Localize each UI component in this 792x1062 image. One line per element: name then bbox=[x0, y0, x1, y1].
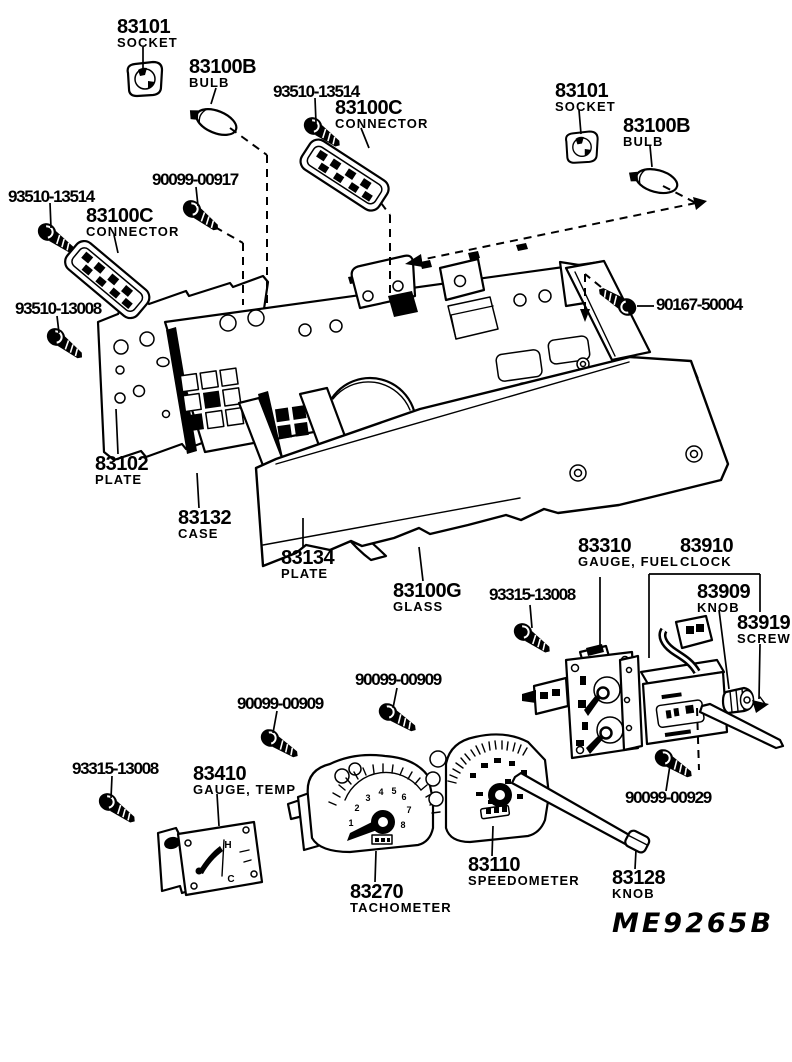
part-label-83101-top bbox=[117, 16, 178, 50]
part-number: 83100B bbox=[189, 56, 257, 78]
tachometer-83270-drawing bbox=[288, 755, 440, 852]
part-number: 93510-13514 bbox=[8, 187, 94, 206]
part-label-90099-00909-a bbox=[355, 672, 441, 688]
bulb-83100b-right-drawing bbox=[626, 163, 680, 197]
part-number: 90099-00917 bbox=[152, 170, 238, 189]
part-label-83910 bbox=[680, 535, 734, 569]
part-name: BULB bbox=[623, 134, 664, 149]
part-number: 83270 bbox=[350, 881, 404, 903]
part-number: 83100C bbox=[86, 205, 154, 227]
part-name: CONNECTOR bbox=[86, 224, 180, 239]
screw-90099-00909-a-drawing bbox=[375, 700, 420, 737]
socket-83101-right-drawing bbox=[566, 132, 598, 163]
connector-83100c-top-drawing bbox=[297, 136, 393, 215]
part-name: BULB bbox=[189, 75, 230, 90]
part-label-93315-13008-upper bbox=[489, 587, 575, 603]
tach-scale-8: 8 bbox=[400, 820, 406, 830]
part-label-93510-13008 bbox=[15, 301, 101, 317]
bulb-83100b-top-drawing bbox=[185, 101, 240, 140]
part-number: 93510-13008 bbox=[15, 299, 101, 318]
screw-83919-drawing bbox=[752, 697, 769, 713]
part-number: 83128 bbox=[612, 867, 666, 889]
screw-90099-00909-b-drawing bbox=[257, 726, 302, 763]
screw-93315-13008-lower-drawing bbox=[95, 790, 139, 829]
part-number: 83909 bbox=[697, 581, 751, 603]
part-name: CONNECTOR bbox=[335, 116, 429, 131]
part-number: 90167-50004 bbox=[656, 295, 742, 314]
part-number: 83110 bbox=[468, 854, 521, 876]
part-name: KNOB bbox=[612, 886, 655, 901]
part-label-83100g bbox=[393, 580, 462, 614]
part-label-90099-00917 bbox=[152, 172, 238, 188]
screw-90099-00917-drawing bbox=[179, 196, 223, 236]
part-label-83909 bbox=[697, 581, 751, 615]
part-number: 83101 bbox=[117, 16, 171, 38]
part-label-83100b-right bbox=[623, 115, 691, 149]
part-name: SOCKET bbox=[555, 99, 616, 114]
tach-scale-2: 2 bbox=[354, 803, 360, 813]
part-number: 83132 bbox=[178, 507, 232, 529]
screw-93510-13008-drawing bbox=[43, 324, 87, 364]
part-label-90167-50004 bbox=[656, 297, 742, 313]
part-label-90099-00909-b bbox=[237, 696, 323, 712]
temp-cold-mark: C bbox=[227, 874, 235, 885]
tach-scale-3: 3 bbox=[365, 793, 371, 803]
part-label-83102 bbox=[95, 453, 149, 487]
part-name: KNOB bbox=[697, 600, 740, 615]
part-number: 83410 bbox=[193, 763, 247, 785]
part-label-83100c-left bbox=[86, 205, 180, 239]
knob-83909-drawing bbox=[723, 688, 754, 713]
part-name: GAUGE, FUEL bbox=[578, 554, 679, 569]
part-number: 83100G bbox=[393, 580, 462, 602]
part-name: GLASS bbox=[393, 599, 444, 614]
part-label-83310 bbox=[578, 535, 679, 569]
part-label-83100c-top bbox=[335, 97, 429, 131]
part-name: PLATE bbox=[281, 566, 329, 581]
tach-scale-6: 6 bbox=[401, 792, 407, 802]
part-number: 93510-13514 bbox=[273, 82, 359, 101]
socket-83101-top-drawing bbox=[128, 62, 162, 96]
part-label-83134 bbox=[281, 547, 335, 581]
knob-83128-drawing bbox=[624, 829, 651, 854]
part-name: PLATE bbox=[95, 472, 143, 487]
part-label-83100b-top bbox=[189, 56, 257, 90]
temp-hot-mark: H bbox=[224, 840, 232, 851]
tach-scale-7: 7 bbox=[406, 805, 412, 815]
part-number: 83102 bbox=[95, 453, 149, 475]
part-label-83919 bbox=[737, 612, 791, 646]
part-name: CASE bbox=[178, 526, 219, 541]
part-number: 83310 bbox=[578, 535, 632, 557]
part-name: GAUGE, TEMP bbox=[193, 782, 297, 797]
part-number: 83100B bbox=[623, 115, 691, 137]
tach-scale-5: 5 bbox=[391, 786, 397, 796]
part-number: 83100C bbox=[335, 97, 403, 119]
temp-gauge-83410-drawing bbox=[158, 822, 262, 895]
part-number: 83910 bbox=[680, 535, 734, 557]
part-label-83110 bbox=[468, 854, 580, 888]
part-label-93315-13008-lower bbox=[72, 761, 158, 777]
screw-90099-00929-drawing bbox=[651, 746, 696, 783]
lamp-window-grid bbox=[180, 368, 243, 431]
tach-scale-1: 1 bbox=[348, 818, 354, 828]
part-number: 90099-00909 bbox=[237, 694, 323, 713]
part-number: 90099-00929 bbox=[625, 788, 711, 807]
part-number: 90099-00909 bbox=[355, 670, 441, 689]
part-number: 93315-13008 bbox=[72, 759, 158, 778]
part-label-83410 bbox=[193, 763, 297, 797]
part-number: 83134 bbox=[281, 547, 335, 569]
part-name: CLOCK bbox=[680, 554, 732, 569]
part-number: 83101 bbox=[555, 80, 609, 102]
tach-scale-4: 4 bbox=[378, 787, 384, 797]
part-name: TACHOMETER bbox=[350, 900, 452, 915]
part-label-93510-13514-left bbox=[8, 189, 94, 205]
part-label-83270 bbox=[350, 881, 452, 915]
figure-code: ME9265B bbox=[612, 908, 775, 939]
part-name: SOCKET bbox=[117, 35, 178, 50]
part-name: SPEEDOMETER bbox=[468, 873, 580, 888]
part-label-83101-right bbox=[555, 80, 616, 114]
part-number: 93315-13008 bbox=[489, 585, 575, 604]
part-name: SCREW bbox=[737, 631, 791, 646]
part-number: 83919 bbox=[737, 612, 791, 634]
part-label-83128 bbox=[612, 867, 666, 901]
part-label-83132 bbox=[178, 507, 232, 541]
part-label-90099-00929 bbox=[625, 790, 711, 806]
